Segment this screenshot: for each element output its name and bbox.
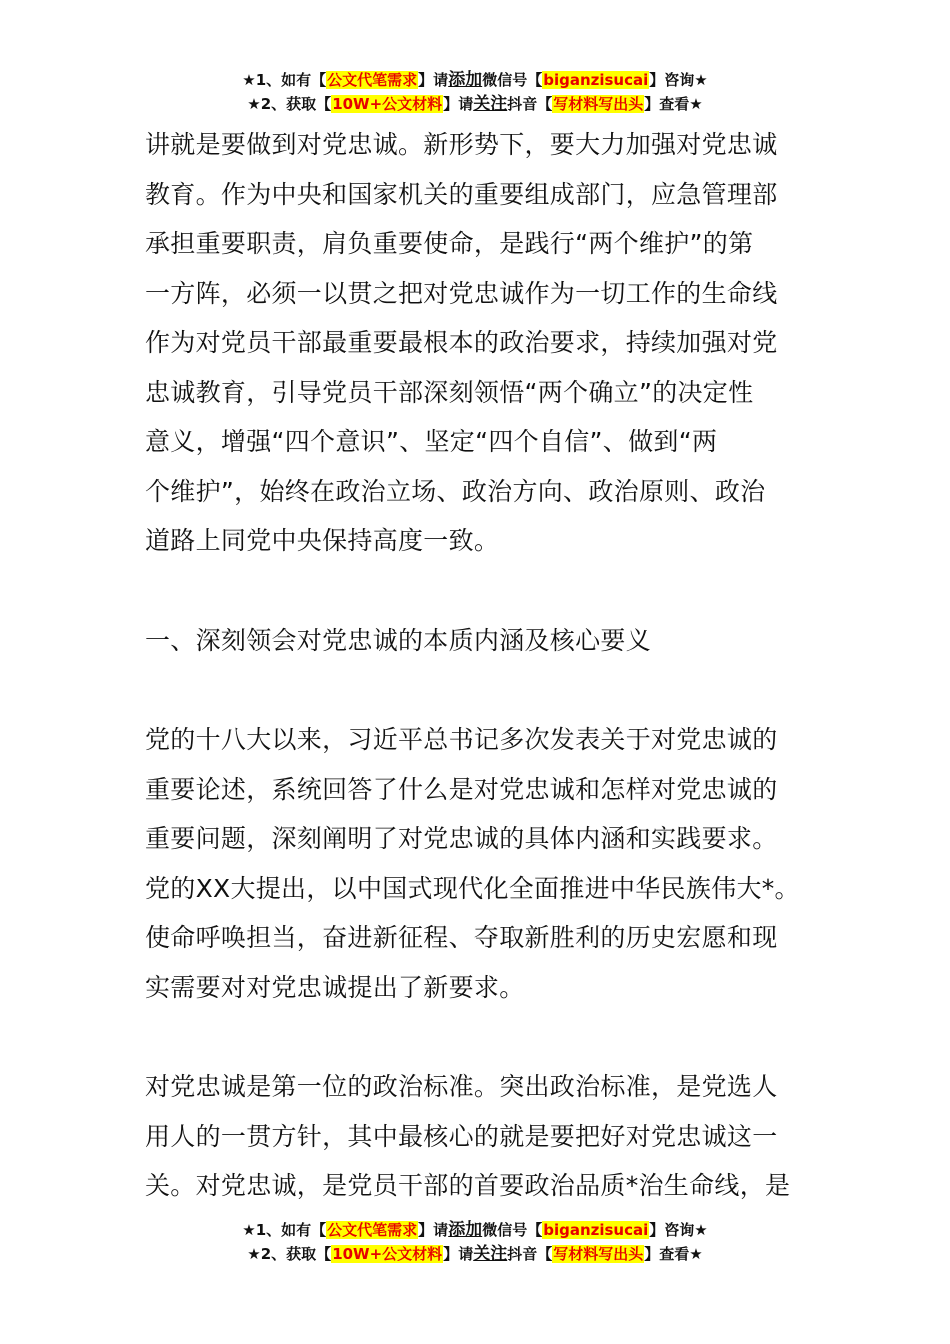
banner-text: 抖音【 xyxy=(507,95,553,113)
emphasis-text: 添加 xyxy=(448,70,483,90)
banner-text: 】请 xyxy=(418,1221,449,1239)
document-body xyxy=(145,120,810,1211)
banner-line-1 xyxy=(0,68,950,92)
text-line: 作为对党员干部最重要最根本的政治要求，持续加强对党 xyxy=(145,328,778,357)
paragraph-spacer xyxy=(145,1012,810,1062)
paragraph-3 xyxy=(145,1062,810,1211)
highlight-wechat-id: biganzisucai xyxy=(543,1221,649,1239)
highlight-service: 公文代笔需求 xyxy=(327,1221,418,1239)
banner-text: 】请 xyxy=(443,95,474,113)
emphasis-text: 关注 xyxy=(473,1244,508,1264)
text-line: 意义，增强“四个意识”、坚定“四个自信”、做到“两 xyxy=(145,427,718,456)
banner-text: 微信号【 xyxy=(482,71,543,89)
text-line: 个维护”，始终在政治立场、政治方向、政治原则、政治 xyxy=(145,476,766,506)
banner-text: ★1、如有【 xyxy=(242,71,327,89)
paragraph-2 xyxy=(145,715,810,1012)
banner-text: 抖音【 xyxy=(507,1245,553,1263)
text-line: 一方阵，必须一以贯之把对党忠诚作为一切工作的生命线 xyxy=(145,278,778,308)
banner-text: ★1、如有【 xyxy=(242,1221,327,1239)
text-line: 教育。作为中央和国家机关的重要组成部门，应急管理部 xyxy=(145,179,778,209)
paragraph-spacer xyxy=(145,566,810,616)
paragraph-spacer xyxy=(145,665,810,715)
banner-line-1 xyxy=(0,1218,950,1242)
highlight-wechat-id: biganzisucai xyxy=(543,71,649,89)
highlight-materials: 10W+公文材料 xyxy=(332,1245,443,1263)
emphasis-text: 关注 xyxy=(473,94,508,114)
text-line: 党的XX大提出，以中国式现代化全面推进中华民族伟大*。 xyxy=(145,873,800,903)
text-line: 实需要对对党忠诚提出了新要求。 xyxy=(145,972,525,1002)
banner-text: 】请 xyxy=(418,71,449,89)
banner-text: 微信号【 xyxy=(482,1221,543,1239)
text-line: 讲就是要做到对党忠诚。新形势下，要大力加强对党忠诚 xyxy=(145,130,778,159)
text-line: 对党忠诚是第一位的政治标准。突出政治标准，是党选人 xyxy=(145,1072,778,1101)
heading-text: 一、深刻领会对党忠诚的本质内涵及核心要义 xyxy=(145,625,652,655)
text-line: 党的十八大以来，习近平总书记多次发表关于对党忠诚的 xyxy=(145,725,778,754)
banner-text: ★2、获取【 xyxy=(247,1245,332,1263)
text-line: 重要问题，深刻阐明了对党忠诚的具体内涵和实践要求。 xyxy=(145,824,778,853)
bottom-banner xyxy=(0,1218,950,1266)
paragraph-1 xyxy=(145,120,810,566)
top-banner xyxy=(0,68,950,116)
banner-text: 】咨询★ xyxy=(649,1221,708,1239)
banner-text: 】查看★ xyxy=(644,1245,703,1263)
text-line: 用人的一贯方针，其中最核心的就是要把好对党忠诚这一 xyxy=(145,1121,778,1151)
banner-text: 】查看★ xyxy=(644,95,703,113)
highlight-materials: 10W+公文材料 xyxy=(332,95,443,113)
text-line: 重要论述，系统回答了什么是对党忠诚和怎样对党忠诚的 xyxy=(145,774,778,804)
text-line: 使命呼唤担当，奋进新征程、夺取新胜利的历史宏愿和现 xyxy=(145,923,778,952)
banner-line-2 xyxy=(0,92,950,116)
highlight-service: 公文代笔需求 xyxy=(327,71,418,89)
banner-text: 】咨询★ xyxy=(649,71,708,89)
text-line: 关。对党忠诚，是党员干部的首要政治品质*治生命线，是 xyxy=(145,1171,791,1200)
banner-text: 】请 xyxy=(443,1245,474,1263)
highlight-douyin: 写材料写出头 xyxy=(553,1245,644,1263)
section-heading-1 xyxy=(145,616,810,666)
highlight-douyin: 写材料写出头 xyxy=(553,95,644,113)
emphasis-text: 添加 xyxy=(448,1220,483,1240)
text-line: 忠诚教育，引导党员干部深刻领悟“两个确立”的决定性 xyxy=(145,377,754,407)
text-line: 道路上同党中央保持高度一致。 xyxy=(145,526,500,555)
text-line: 承担重要职责，肩负重要使命，是践行“两个维护”的第 xyxy=(145,229,754,258)
banner-text: ★2、获取【 xyxy=(247,95,332,113)
banner-line-2 xyxy=(0,1242,950,1266)
